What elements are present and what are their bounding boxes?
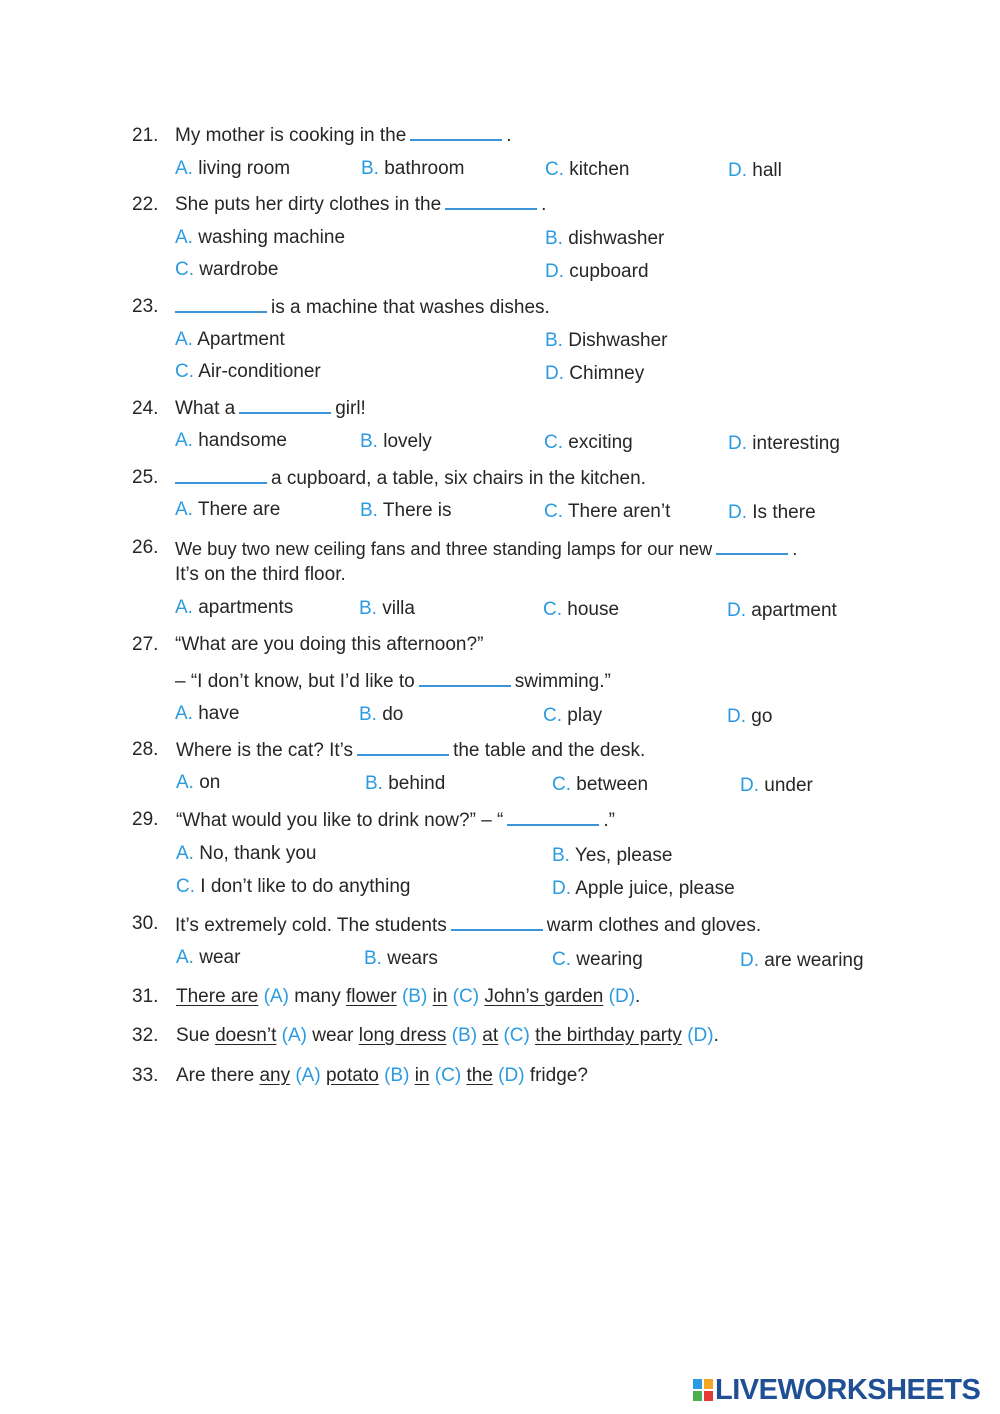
question-stem: “What would you like to drink now?” – “ xyxy=(176,810,504,831)
option-text: Dishwasher xyxy=(568,330,668,351)
question-number: 24. xyxy=(132,398,159,419)
option-b[interactable] xyxy=(545,228,664,250)
question-number: 30. xyxy=(132,913,159,934)
question-number: 31. xyxy=(132,986,159,1007)
option-d[interactable] xyxy=(545,261,649,283)
question-stem-end: swimming.” xyxy=(514,671,611,692)
answer-blank[interactable] xyxy=(507,810,599,826)
option-text: play xyxy=(567,705,603,726)
option-letter: D. xyxy=(545,363,564,384)
option-letter: A. xyxy=(175,430,193,451)
option-letter: B. xyxy=(552,845,570,866)
option-letter: B. xyxy=(365,773,383,794)
option-d[interactable] xyxy=(552,878,735,900)
option-letter: C. xyxy=(544,432,563,453)
part-label: (A) xyxy=(281,1025,307,1046)
option-a[interactable] xyxy=(176,843,316,865)
answer-blank[interactable] xyxy=(451,915,543,931)
question-stem-end: . xyxy=(541,194,547,215)
part-label: (B) xyxy=(384,1065,410,1086)
option-text: wearing xyxy=(576,949,643,970)
question-number: 29. xyxy=(132,809,159,830)
option-text: wardrobe xyxy=(199,259,279,280)
option-b[interactable] xyxy=(360,500,452,522)
option-text: Apartment xyxy=(197,329,285,350)
option-text: under xyxy=(764,775,813,796)
option-letter: A. xyxy=(176,947,194,968)
option-letter: C. xyxy=(552,774,571,795)
option-letter: A. xyxy=(176,843,194,864)
plain-text: . xyxy=(635,986,641,1007)
underlined-part[interactable]: doesn’t xyxy=(215,1025,277,1046)
option-a[interactable] xyxy=(175,499,280,521)
error-question-text xyxy=(176,1065,588,1087)
option-letter: B. xyxy=(361,158,379,179)
option-d[interactable] xyxy=(727,600,837,622)
question-text xyxy=(175,915,761,937)
option-a[interactable] xyxy=(175,158,290,180)
option-letter: B. xyxy=(364,948,382,969)
part-label: (B) xyxy=(451,1025,478,1046)
option-text: handsome xyxy=(198,430,287,451)
underlined-part[interactable]: long dress xyxy=(358,1025,447,1046)
question-text xyxy=(175,538,797,560)
option-text: I don’t like to do anything xyxy=(200,876,411,897)
underlined-part[interactable]: the xyxy=(466,1065,493,1086)
option-d[interactable] xyxy=(727,706,772,728)
option-letter: A. xyxy=(175,499,193,520)
option-c[interactable] xyxy=(544,432,633,454)
question-number: 32. xyxy=(132,1025,159,1046)
option-d[interactable] xyxy=(740,775,813,797)
option-letter: A. xyxy=(176,772,194,793)
option-letter: D. xyxy=(727,706,746,727)
answer-blank[interactable] xyxy=(239,398,331,414)
option-text: villa xyxy=(382,598,415,619)
option-letter: D. xyxy=(740,775,759,796)
part-label: (D) xyxy=(498,1065,525,1086)
option-c[interactable] xyxy=(175,361,321,383)
question-number: 25. xyxy=(132,467,159,488)
question-number: 26. xyxy=(132,537,159,558)
part-label: (D) xyxy=(608,986,636,1007)
option-text: There is xyxy=(382,500,452,521)
option-b[interactable] xyxy=(359,598,415,620)
option-text: hall xyxy=(752,160,782,181)
question-number: 28. xyxy=(132,739,159,760)
question-stem-end: is a machine that washes dishes. xyxy=(271,297,550,318)
option-d[interactable] xyxy=(728,502,816,524)
question-text xyxy=(175,297,550,319)
option-c[interactable] xyxy=(544,501,670,523)
answer-blank[interactable] xyxy=(175,468,267,484)
option-letter: D. xyxy=(728,160,747,181)
option-text: living room xyxy=(198,158,291,179)
option-letter: B. xyxy=(359,598,377,619)
option-c[interactable] xyxy=(543,705,602,727)
question-text xyxy=(175,194,546,216)
underlined-part[interactable]: John’s garden xyxy=(484,986,604,1007)
part-label: (A) xyxy=(295,1065,321,1086)
question-stem-end: the table and the desk. xyxy=(453,740,646,761)
liveworksheets-logo[interactable] xyxy=(693,1373,981,1406)
answer-blank[interactable] xyxy=(716,539,788,555)
option-b[interactable] xyxy=(360,431,432,453)
question-number: 21. xyxy=(132,125,159,146)
option-letter: C. xyxy=(175,361,194,382)
option-text: wears xyxy=(387,948,438,969)
option-text: kitchen xyxy=(569,159,630,180)
logo-text: LIVEWORKSHEETS xyxy=(715,1373,981,1406)
option-b[interactable] xyxy=(359,704,403,726)
question-text: “What are you doing this afternoon?” xyxy=(175,634,484,655)
question-text xyxy=(175,125,512,147)
option-text: cupboard xyxy=(569,261,649,282)
option-text: Apple juice, please xyxy=(575,878,735,899)
option-d[interactable] xyxy=(545,363,644,385)
option-letter: C. xyxy=(544,501,563,522)
question-stem-end: . xyxy=(506,125,512,146)
option-text: on xyxy=(199,772,221,793)
option-text: house xyxy=(567,599,620,620)
option-letter: C. xyxy=(545,159,564,180)
option-b[interactable] xyxy=(545,330,668,352)
option-letter: A. xyxy=(175,158,193,179)
underlined-part[interactable]: at xyxy=(482,1025,499,1046)
option-text: dishwasher xyxy=(568,228,665,249)
underlined-part[interactable]: in xyxy=(432,986,448,1007)
option-letter: A. xyxy=(175,597,193,618)
question-stem-end: warm clothes and gloves. xyxy=(546,915,762,936)
part-label: (A) xyxy=(263,986,289,1007)
question-text xyxy=(175,398,366,420)
part-label: (C) xyxy=(452,986,480,1007)
underlined-part[interactable]: flower xyxy=(346,986,397,1007)
plain-text: . xyxy=(713,1025,719,1046)
plain-text: many xyxy=(294,986,341,1007)
plain-text: Are there xyxy=(176,1065,255,1086)
option-d[interactable] xyxy=(728,433,840,455)
option-a[interactable] xyxy=(175,597,293,619)
option-text: washing machine xyxy=(198,227,346,248)
option-letter: A. xyxy=(175,703,193,724)
option-letter: B. xyxy=(360,500,378,521)
question-stem-end: a cupboard, a table, six chairs in the kitchen. xyxy=(271,468,646,489)
answer-blank[interactable] xyxy=(357,740,449,756)
option-text: wear xyxy=(199,947,241,968)
option-c[interactable] xyxy=(176,876,410,898)
option-c[interactable] xyxy=(552,949,643,971)
option-c[interactable] xyxy=(543,599,619,621)
option-letter: D. xyxy=(545,261,564,282)
question-number: 27. xyxy=(132,634,159,655)
plain-text: wear xyxy=(312,1025,354,1046)
question-number: 33. xyxy=(132,1065,159,1086)
option-letter: C. xyxy=(175,259,194,280)
question-text xyxy=(176,740,645,762)
question-text-line2 xyxy=(175,671,611,693)
option-text: bathroom xyxy=(384,158,465,179)
plain-text: fridge? xyxy=(529,1065,588,1086)
option-text: There are xyxy=(197,499,281,520)
option-letter: B. xyxy=(545,330,563,351)
option-text: apartments xyxy=(198,597,294,618)
question-number: 22. xyxy=(132,194,159,215)
answer-blank[interactable] xyxy=(410,125,502,141)
question-number: 23. xyxy=(132,296,159,317)
answer-blank[interactable] xyxy=(419,671,511,687)
question-stem: – “I don’t know, but I’d like to xyxy=(175,671,415,692)
part-label: (B) xyxy=(401,986,428,1007)
option-text: have xyxy=(198,703,240,724)
option-a[interactable] xyxy=(175,329,285,351)
option-a[interactable] xyxy=(175,227,345,249)
option-c[interactable] xyxy=(175,259,279,281)
option-c[interactable] xyxy=(545,159,629,181)
option-letter: D. xyxy=(728,433,747,454)
underlined-part[interactable]: potato xyxy=(325,1065,379,1086)
question-stem-end: .” xyxy=(603,810,615,831)
option-a[interactable] xyxy=(176,947,240,969)
option-b[interactable] xyxy=(361,158,465,180)
option-text: between xyxy=(576,774,649,795)
question-stem: We buy two new ceiling fans and three standing lamps for our new xyxy=(175,538,713,559)
option-text: go xyxy=(751,706,773,727)
error-question-text xyxy=(176,986,640,1008)
option-d[interactable] xyxy=(728,160,782,182)
liveworksheets-logo-icon xyxy=(693,1379,713,1401)
question-stem: She puts her dirty clothes in the xyxy=(175,194,442,215)
question-stem: My mother is cooking in the xyxy=(175,125,407,146)
option-text: lovely xyxy=(383,431,432,452)
question-stem-end: girl! xyxy=(335,398,366,419)
option-a[interactable] xyxy=(175,430,287,452)
option-letter: B. xyxy=(545,228,563,249)
part-label: (C) xyxy=(503,1025,530,1046)
option-text: Chimney xyxy=(569,363,645,384)
underlined-part[interactable]: any xyxy=(259,1065,291,1086)
option-text: are wearing xyxy=(764,950,864,971)
option-text: Air-conditioner xyxy=(198,361,321,382)
question-stem-end: . xyxy=(792,538,798,559)
question-text xyxy=(175,468,646,490)
option-text: interesting xyxy=(752,433,840,454)
error-question-text xyxy=(176,1025,719,1047)
question-text xyxy=(176,810,615,832)
option-text: apartment xyxy=(751,600,837,621)
option-text: There aren’t xyxy=(567,501,671,522)
option-letter: C. xyxy=(552,949,571,970)
option-text: Yes, please xyxy=(574,845,673,866)
question-stem: It’s extremely cold. The students xyxy=(175,915,447,936)
question-stem: Where is the cat? It’s xyxy=(176,740,354,761)
question-text-line2: It’s on the third floor. xyxy=(175,564,346,585)
option-b[interactable] xyxy=(365,773,445,795)
option-letter: A. xyxy=(175,227,193,248)
underlined-part[interactable]: There are xyxy=(176,986,259,1007)
option-letter: C. xyxy=(543,599,562,620)
option-text: No, thank you xyxy=(199,843,317,864)
option-letter: B. xyxy=(359,704,377,725)
option-letter: D. xyxy=(552,878,571,899)
option-text: exciting xyxy=(568,432,633,453)
option-c[interactable] xyxy=(552,774,648,796)
option-letter: C. xyxy=(176,876,195,897)
option-letter: D. xyxy=(727,600,746,621)
option-letter: D. xyxy=(740,950,759,971)
option-letter: C. xyxy=(543,705,562,726)
option-a[interactable] xyxy=(176,772,220,794)
question-stem: What a xyxy=(175,398,236,419)
option-letter: A. xyxy=(175,329,193,350)
underlined-part[interactable]: the birthday party xyxy=(535,1025,682,1046)
option-letter: D. xyxy=(728,502,747,523)
part-label: (D) xyxy=(687,1025,714,1046)
option-letter: B. xyxy=(360,431,378,452)
plain-text: Sue xyxy=(176,1025,210,1046)
option-b[interactable] xyxy=(552,845,672,867)
option-d[interactable] xyxy=(740,950,864,972)
answer-blank[interactable] xyxy=(445,194,537,210)
underlined-part[interactable]: in xyxy=(414,1065,430,1086)
option-b[interactable] xyxy=(364,948,438,970)
option-text: do xyxy=(382,704,404,725)
option-a[interactable] xyxy=(175,703,239,725)
option-text: behind xyxy=(388,773,446,794)
answer-blank[interactable] xyxy=(175,297,267,313)
option-text: Is there xyxy=(752,502,816,523)
part-label: (C) xyxy=(434,1065,462,1086)
